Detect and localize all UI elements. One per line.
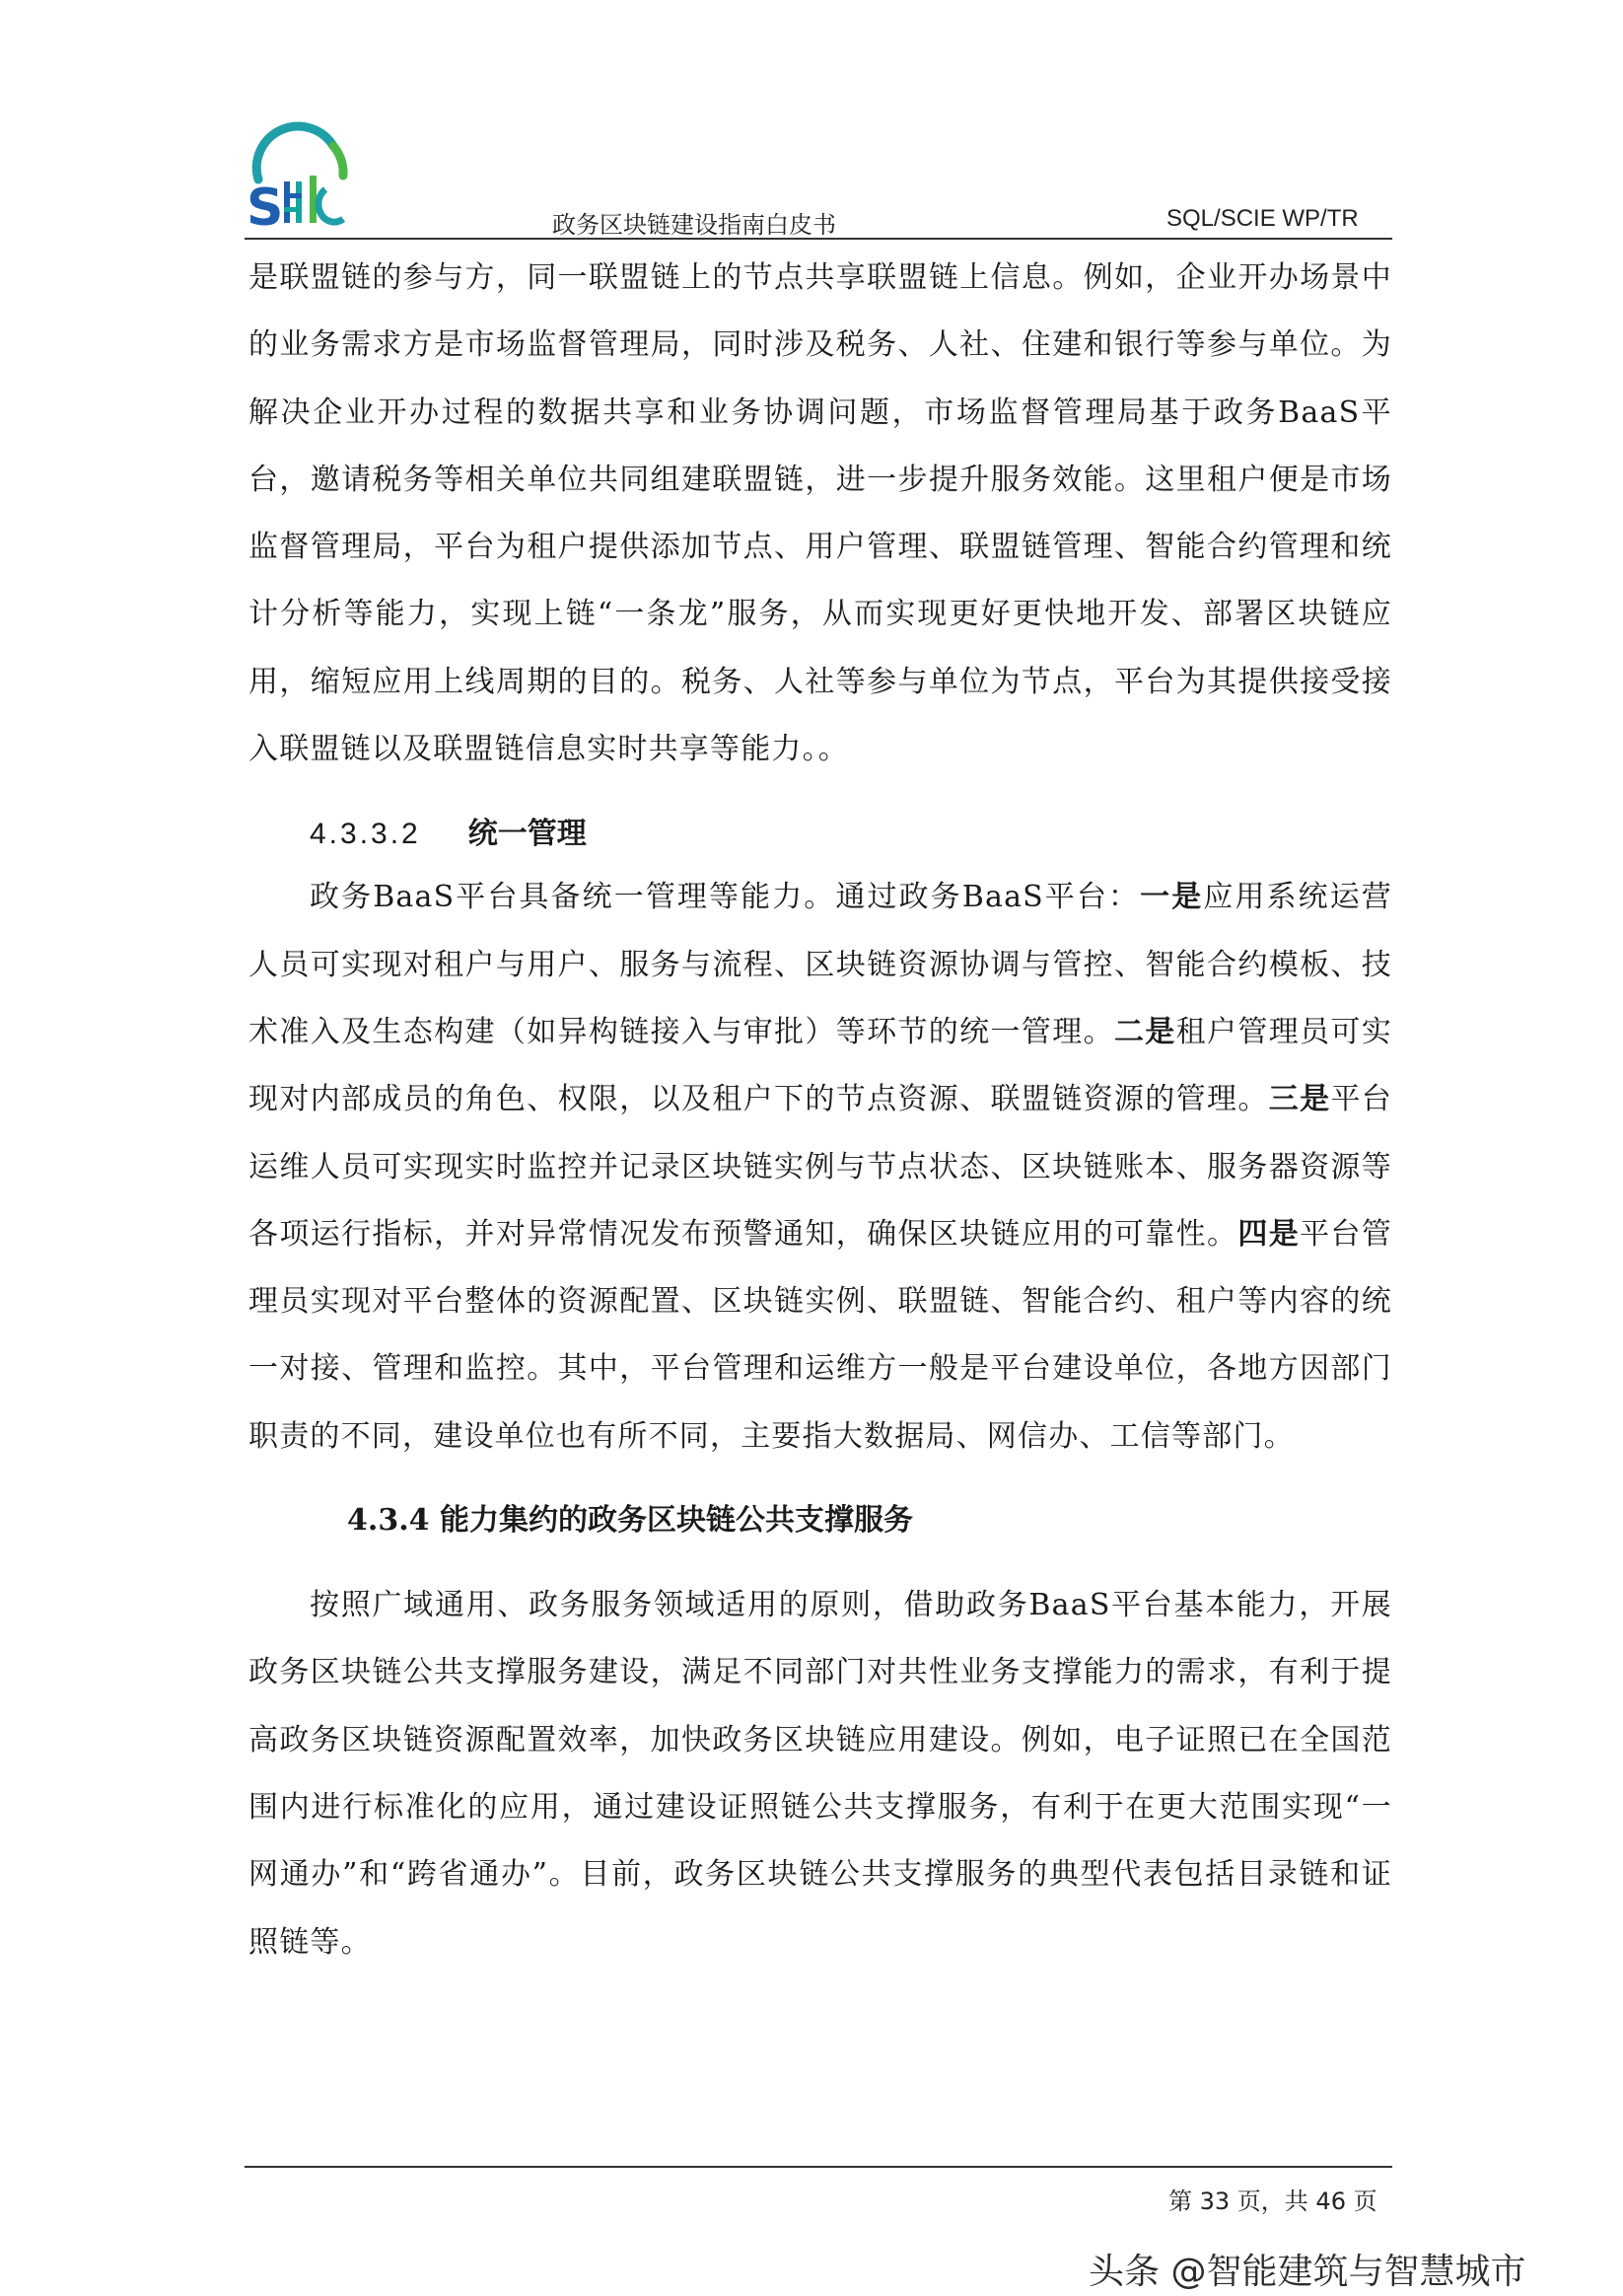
paragraph-public-support-service: 按照广域通用、政务服务领域适用的原则，借助政务BaaS平台基本能力，开展政务区块链公共支撑服务建设，满足不同部门对共性业务支撑能力的需求，有利于提高政务区块链资源配置效率，加快政务区块链应用建设。例如，电子证照已在全国范围内进行标准化的应用，通过建设证照链公共支撑服务，有利于在更大范围实现“一网通办”和“跨省通办”。目前，政务区块链公共支撑服务的典型代表包括目录链和证照链等。: [248, 1588, 1392, 1960]
emphasis: 四是: [1237, 1216, 1301, 1252]
section-title: 统一管理: [467, 817, 587, 852]
text-run: 政务BaaS平台具备统一管理等能力。通过政务BaaS平台：: [310, 880, 1141, 915]
text-run: 平台运维人员可实现实时监控并记录区块链实例与节点状态、区块链账本、服务器资源等各项运行指标，并对异常情况发布预警通知，确保区块链应用的可靠性。: [248, 1082, 1392, 1252]
watermark: 头条 @智能建筑与智慧城市: [1089, 2252, 1526, 2292]
emphasis: 一是: [1140, 880, 1204, 915]
section-heading-4-3-3-2: [310, 817, 1392, 852]
header-divider: [245, 238, 1392, 240]
emphasis: 三是: [1268, 1082, 1331, 1117]
section-number: 4.3.3.2: [310, 818, 421, 851]
paragraph-alliance-chain: 是联盟链的参与方，同一联盟链上的节点共享联盟链上信息。例如，企业开办场景中的业务需求方是市场监督管理局，同时涉及税务、人社、住建和银行等参与单位。为解决企业开办过程的数据共享和业务协调问题，市场监督管理局基于政务BaaS平台，邀请税务等相关单位共同组建联盟链，进一步提升服务效能。这里租户便是市场监督管理局，平台为租户提供添加节点、用户管理、联盟链管理、智能合约管理和统计分析等能力，实现上链“一条龙”服务，从而实现更好更快地开发、部署区块链应用，缩短应用上线周期的目的。税务、人社等参与单位为节点，平台为其提供接受接入联盟链以及联盟链信息实时共享等能力。。: [248, 260, 1392, 767]
text-run: 平台管理员实现对平台整体的资源配置、区块链实例、联盟链、智能合约、租户等内容的统一对接、管理和监控。其中，平台管理和运维方一般是平台建设单位，各地方因部门职责的不同，建设单位也有所不同，主要指大数据局、网信办、工信等部门。: [248, 1216, 1392, 1454]
document-body: [248, 245, 1392, 1976]
emphasis: 二是: [1113, 1014, 1176, 1049]
text-run: 应用系统运营人员可实现对租户与用户、服务与流程、区块链资源协调与管控、智能合约模板、技术准入及生态构建（如异构链接入与审批）等环节的统一管理。: [248, 880, 1393, 1049]
svg-text:S: S: [247, 179, 284, 231]
document-code: SQL/SCIE WP/TR: [1166, 205, 1359, 232]
scie-logo-icon: [245, 120, 355, 231]
header-title: 政务区块链建设指南白皮书: [552, 211, 836, 239]
text-run: 租户管理员可实现对内部成员的角色、权限，以及租户下的节点资源、联盟链资源的管理。: [248, 1014, 1392, 1117]
footer-divider: [245, 2166, 1392, 2168]
section-heading-4-3-4: 4.3.4 能力集约的政务区块链公共支撑服务: [347, 1503, 913, 1539]
page-number: 第 33 页，共 46 页: [1168, 2188, 1377, 2215]
paragraph-unified-management: [248, 864, 1392, 1471]
